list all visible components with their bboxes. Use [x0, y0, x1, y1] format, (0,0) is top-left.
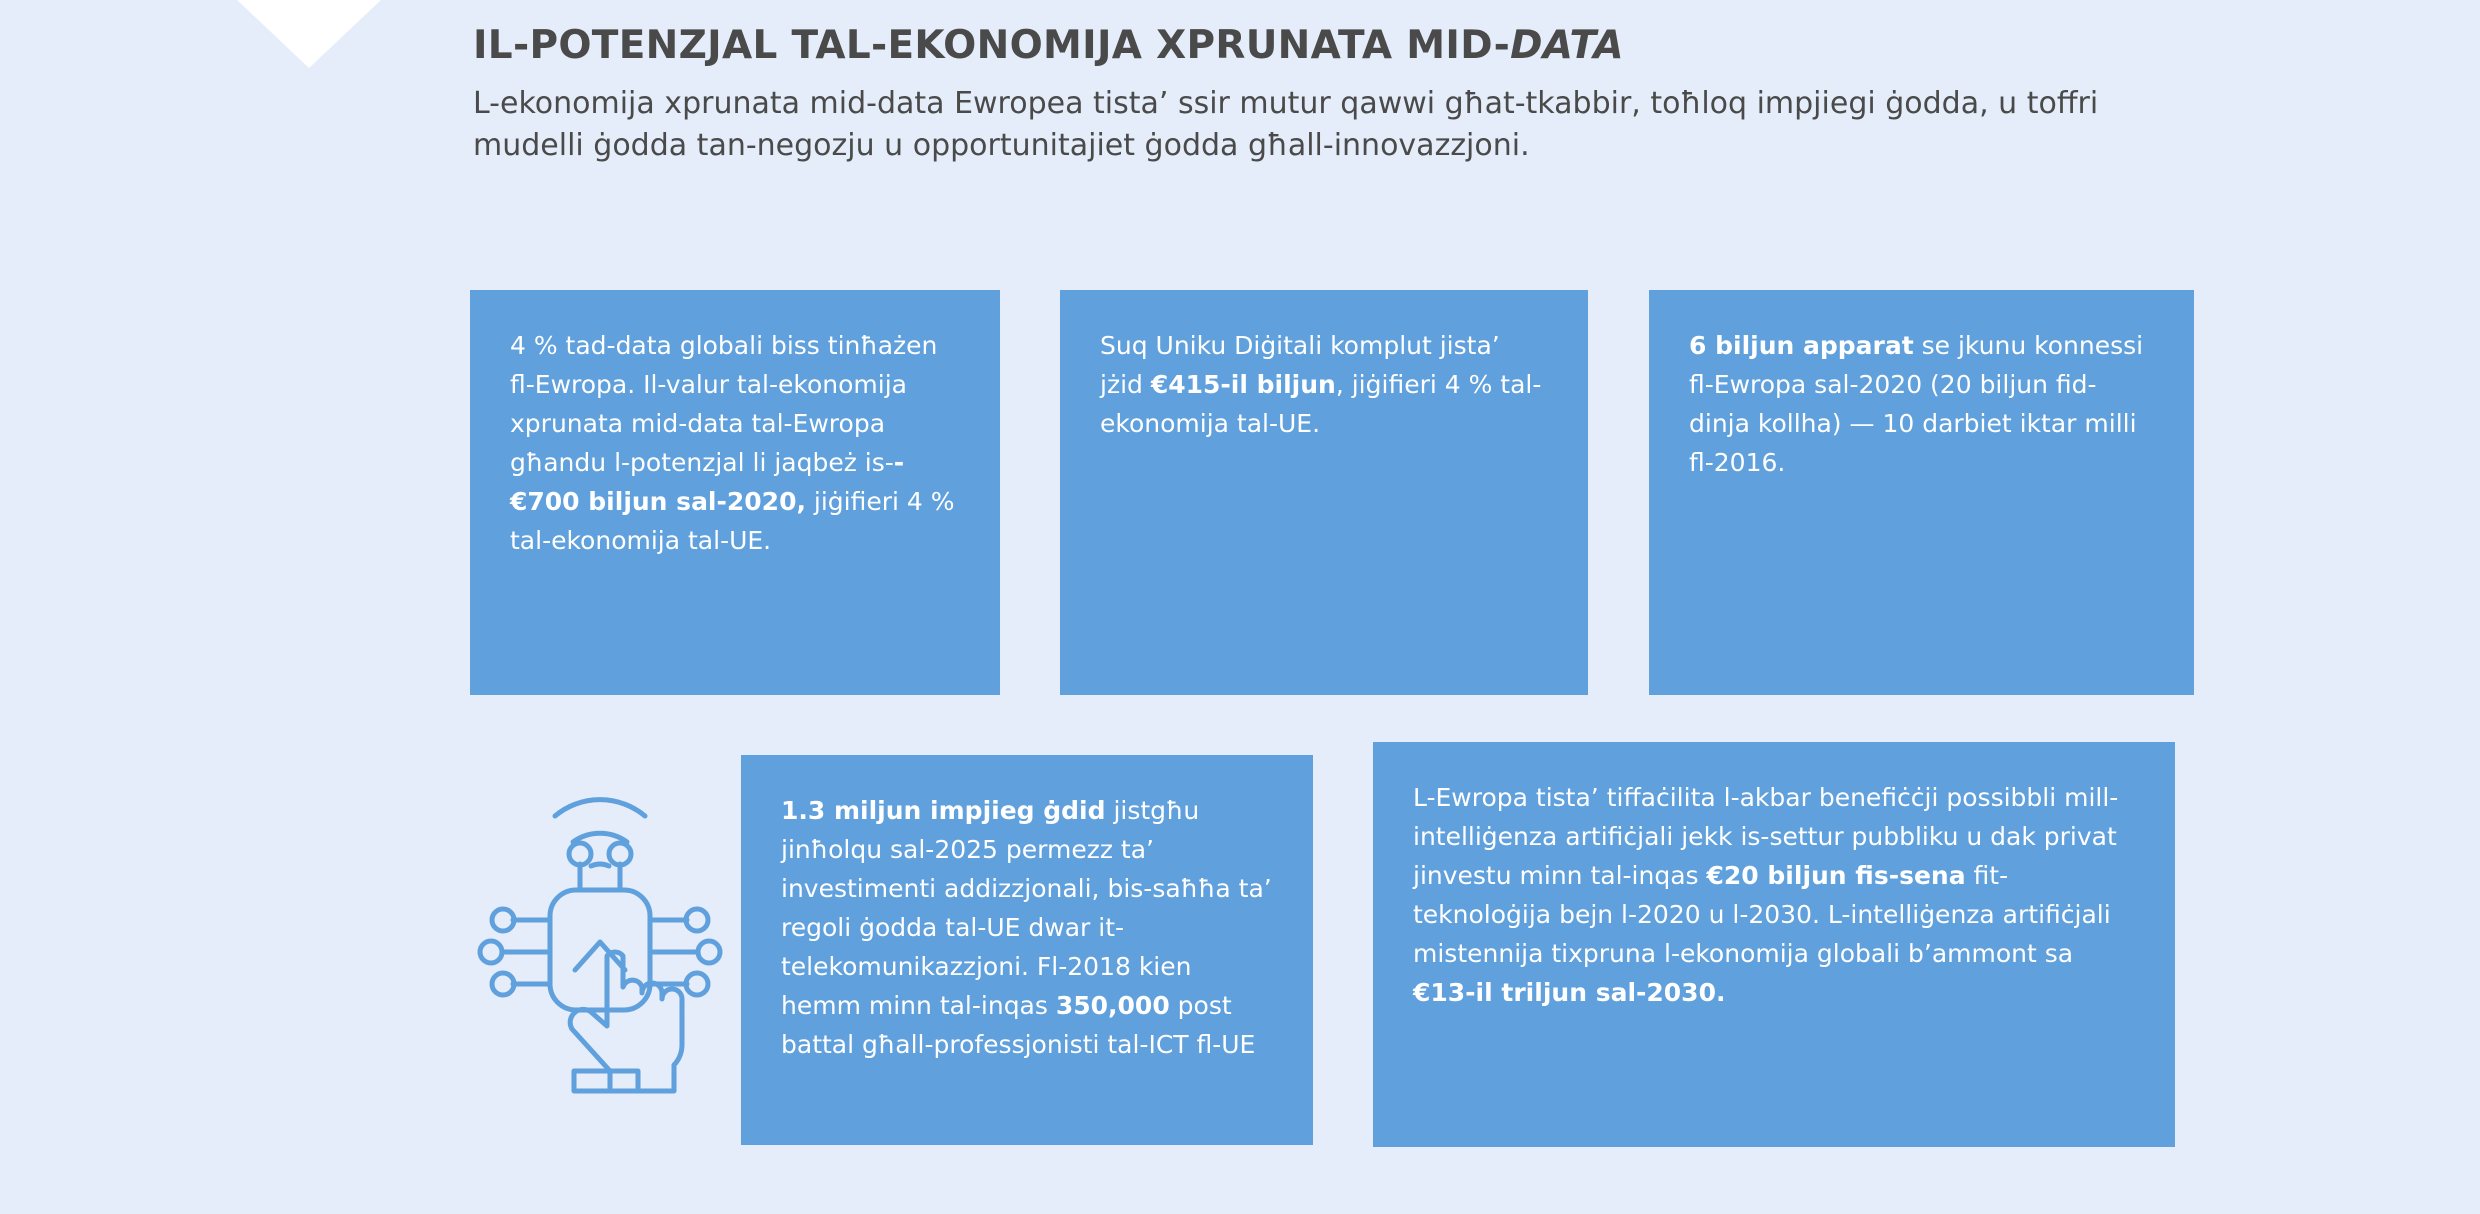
- stat-card-text: Suq Uniku Diġitali komplut jista’ jżid €415-il biljun, jiġifieri 4 % tal-ekonomija tal-UE.: [1100, 331, 1542, 438]
- page-title: [473, 24, 2203, 69]
- stat-card-digital-single-market: [1060, 290, 1588, 695]
- header: [473, 24, 2203, 168]
- stat-card-text: L-Ewropa tista’ tiffaċilita l-akbar benefiċċji possibbli mill-intelliġenza artifiċjali jekk is-settur pubbliku u dak privat jinvestu minn tal-inqas €20 biljun fis-sena fit-teknoloġija bejn l-2020 u l-2030. L-intelliġenza artifiċjali mistennija tixpruna l-ekonomija globali b’ammont sa €13-il triljun sal-2030.: [1413, 783, 2119, 1007]
- stat-card-text: 6 biljun apparat se jkunu konnessi fl-Ewropa sal-2020 (20 biljun fid-dinja kollha) — 10 darbiet iktar milli fl-2016.: [1689, 331, 2144, 477]
- stat-card-text: 4 % tad-data globali biss tinħażen fl-Ewropa. Il-valur tal-ekonomija xprunata mid-data tal-Ewropa għandu l-potenzjal li jaqbeż is--€700 biljun sal-2020, jiġifieri 4 % tal-ekonomija tal-UE.: [510, 331, 955, 555]
- page-title-italic: DATA: [1510, 23, 1624, 68]
- stat-card-new-jobs: [741, 755, 1313, 1145]
- stat-card-artificial-intelligence: [1373, 742, 2175, 1147]
- decorative-triangle: [237, 0, 381, 68]
- stat-card-text: 1.3 miljun impjieg ġdid jistgħu jinħolqu sal-2025 permezz ta’ investimenti addizzjonali, bis-saħħa ta’ regoli ġodda tal-UE dwar it-telekomunikazzjoni. Fl-2018 kien hemm minn tal-inqas 350,000 post battal għall-professjonisti tal-ICT fl-UE: [781, 796, 1272, 1059]
- page-title-main: IL-POTENZJAL TAL-EKONOMIJA XPRUNATA MID-: [473, 23, 1511, 68]
- stat-card-data-economy-value: [470, 290, 1000, 695]
- hand-touch-connected-device-icon: [455, 760, 745, 1100]
- stat-card-connected-devices: [1649, 290, 2194, 695]
- page-subtitle: L-ekonomija xprunata mid-data Ewropea tista’ ssir mutur qawwi għat-tkabbir, toħloq impjiegi ġodda, u toffri mudelli ġodda tan-negozju u opportunitajiet ġodda għall-innovazzjoni.: [473, 85, 2099, 164]
